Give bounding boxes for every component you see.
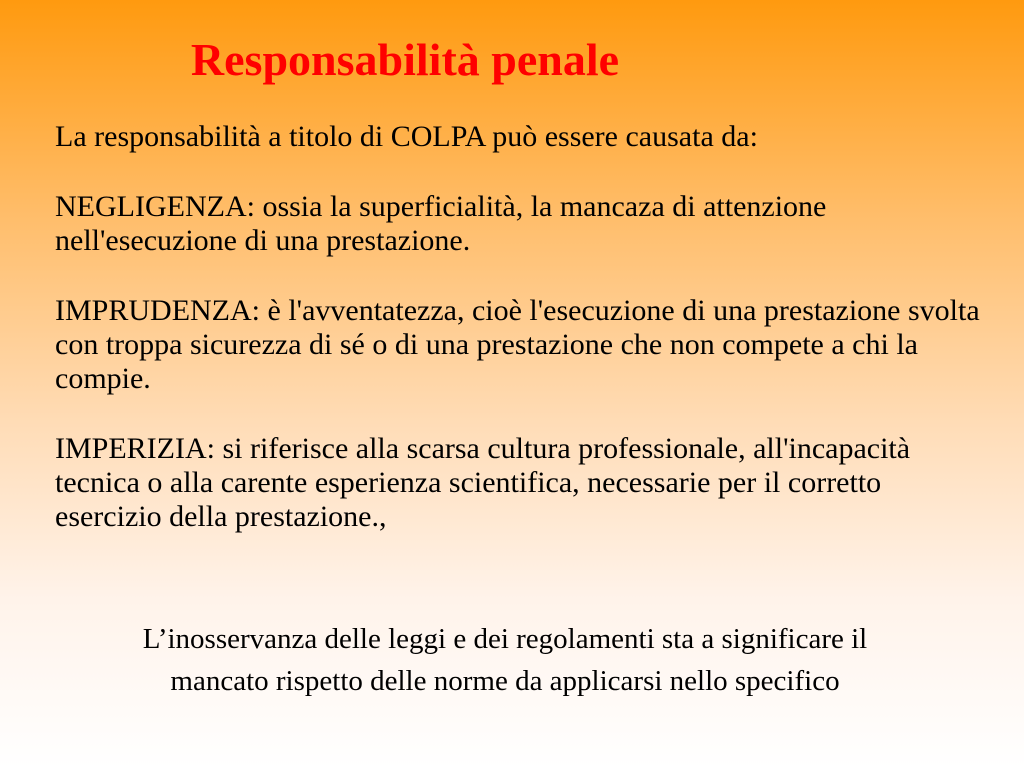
- definition-imperizia: [55, 432, 985, 534]
- slide-title: Responsabilità penale: [190, 34, 620, 85]
- definition-term: NEGLIGENZA:: [55, 190, 255, 223]
- intro-text: La responsabilità a titolo di COLPA può essere causata da:: [55, 120, 758, 153]
- definition-text: è l'avventatezza, cioè l'esecuzione di una prestazione svolta con troppa sicurezza di sé o di una prestazione che non compete a chi la compie.: [55, 294, 980, 395]
- definition-imprudenza: [55, 294, 985, 396]
- definition-text: si riferisce alla scarsa cultura professionale, all'incapacità tecnica o alla carente esperienza scientifica, necessarie per il corretto esercizio della prestazione.,: [55, 432, 911, 533]
- footer-line-1: L’inosservanza delle leggi e dei regolamenti sta a significare il: [142, 623, 868, 655]
- slide-body: [55, 120, 985, 534]
- footer-line-2: mancato rispetto delle norme da applicarsi nello specifico: [170, 665, 840, 697]
- definition-negligenza: [55, 190, 985, 258]
- definition-term: IMPRUDENZA:: [55, 294, 261, 327]
- definition-text: ossia la superficialità, la mancaza di attenzione nell'esecuzione di una prestazione.: [55, 190, 827, 257]
- definition-term: IMPERIZIA:: [55, 432, 215, 465]
- footer-note: [40, 618, 970, 702]
